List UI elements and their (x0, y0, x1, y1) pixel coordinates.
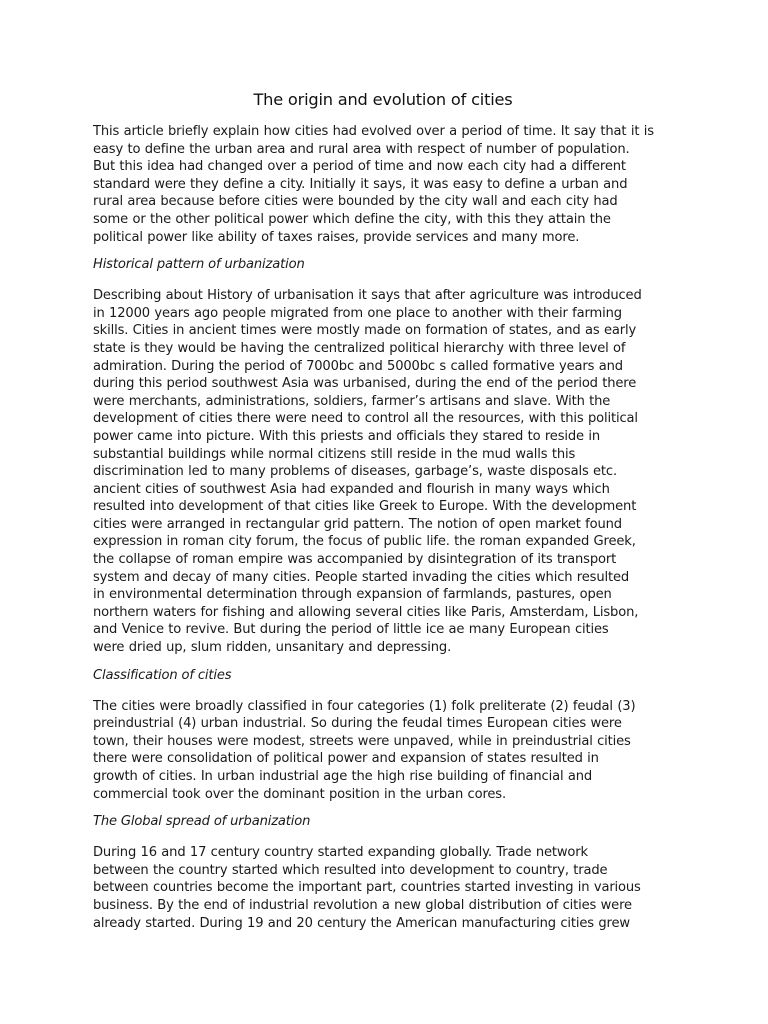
text-line: the collapse of roman empire was accompanied by disintegration of its transport (93, 552, 617, 568)
text-line: Describing about History of urbanisation it says that after agriculture was introduced (93, 288, 642, 304)
text-line: already started. During 19 and 20 century the American manufacturing cities grew (93, 915, 630, 931)
text-line: town, their houses were modest, streets were unpaved, while in preindustrial cities (93, 733, 631, 749)
document-title: The origin and evolution of cities (253, 90, 513, 109)
text-line: development of cities there were need to control all the resources, with this political (93, 411, 638, 427)
global-spread-paragraph (93, 844, 671, 932)
text-line: between the country started which resulted into development to country, trade (93, 862, 608, 878)
text-line: resulted into development of that cities like Greek to Europe. With the development (93, 499, 637, 515)
text-line: were merchants, administrations, soldiers, farmer’s artisans and slave. With the (93, 393, 611, 409)
historical-pattern-paragraph (93, 287, 671, 656)
text-line: commercial took over the dominant position in the urban cores. (93, 786, 506, 802)
text-line: rural area because before cities were bounded by the city wall and each city had (93, 194, 618, 210)
text-line: This article briefly explain how cities had evolved over a period of time. It say that it is (93, 124, 654, 139)
text-line: standard were they define a city. Initially it says, it was easy to define a urban and (93, 176, 628, 192)
text-line: skills. Cities in ancient times were mostly made on formation of states, and as early (93, 323, 637, 339)
text-line: state is they would be having the centralized political hierarchy with three level of (93, 340, 626, 356)
text-line: there were consolidation of political power and expansion of states resulted in (93, 751, 599, 767)
document-body (93, 88, 671, 942)
text-line: and Venice to revive. But during the period of little ice ae many European cities (93, 622, 609, 638)
text-line: discrimination led to many problems of diseases, garbage’s, waste disposals etc. (93, 464, 617, 480)
text-line: political power like ability of taxes raises, provide services and many more. (93, 229, 580, 245)
text-line: during this period southwest Asia was urbanised, during the end of the period there (93, 376, 637, 392)
text-line: power came into picture. With this priests and officials they stared to reside in (93, 428, 600, 444)
text-line: were dried up, slum ridden, unsanitary and depressing. (93, 640, 452, 656)
text-line: During 16 and 17 century country started expanding globally. Trade network (93, 845, 588, 861)
text-line: preindustrial (4) urban industrial. So during the feudal times European cities were (93, 716, 622, 732)
text-line: substantial buildings while normal citizens still reside in the mud walls this (93, 446, 576, 462)
text-line: expression in roman city forum, the focus of public life. the roman expanded Greek, (93, 534, 636, 550)
classification-paragraph (93, 698, 671, 804)
text-line: some or the other political power which define the city, with this they attain the (93, 211, 611, 227)
text-line: business. By the end of industrial revolution a new global distribution of cities were (93, 897, 632, 913)
text-line: easy to define the urban area and rural area with respect of number of population. (93, 141, 630, 157)
text-line: northern waters for fishing and allowing several cities like Paris, Amsterdam, Lisbon, (93, 604, 639, 620)
text-line: growth of cities. In urban industrial age the high rise building of financial and (93, 769, 593, 784)
text-line: The cities were broadly classified in four categories (1) folk preliterate (2) feudal (3) (93, 698, 636, 714)
text-line: ancient cities of southwest Asia had expanded and flourish in many ways which (93, 481, 610, 497)
section-heading-historical-pattern: Historical pattern of urbanization (93, 257, 305, 273)
text-line: system and decay of many cities. People started invading the cities which resulted (93, 569, 630, 585)
intro-paragraph (93, 123, 671, 246)
text-line: between countries become the important part, countries started investing in various (93, 880, 641, 896)
section-heading-global-spread: The Global spread of urbanization (93, 814, 311, 830)
text-line: But this idea had changed over a period of time and now each city had a different (93, 159, 626, 175)
text-line: in environmental determination through expansion of farmlands, pastures, open (93, 587, 612, 603)
section-heading-classification: Classification of cities (93, 667, 232, 683)
text-line: in 12000 years ago people migrated from one place to another with their farming (93, 305, 622, 321)
text-line: admiration. During the period of 7000bc and 5000bc s called formative years and (93, 358, 623, 374)
text-line: cities were arranged in rectangular grid pattern. The notion of open market found (93, 516, 622, 532)
